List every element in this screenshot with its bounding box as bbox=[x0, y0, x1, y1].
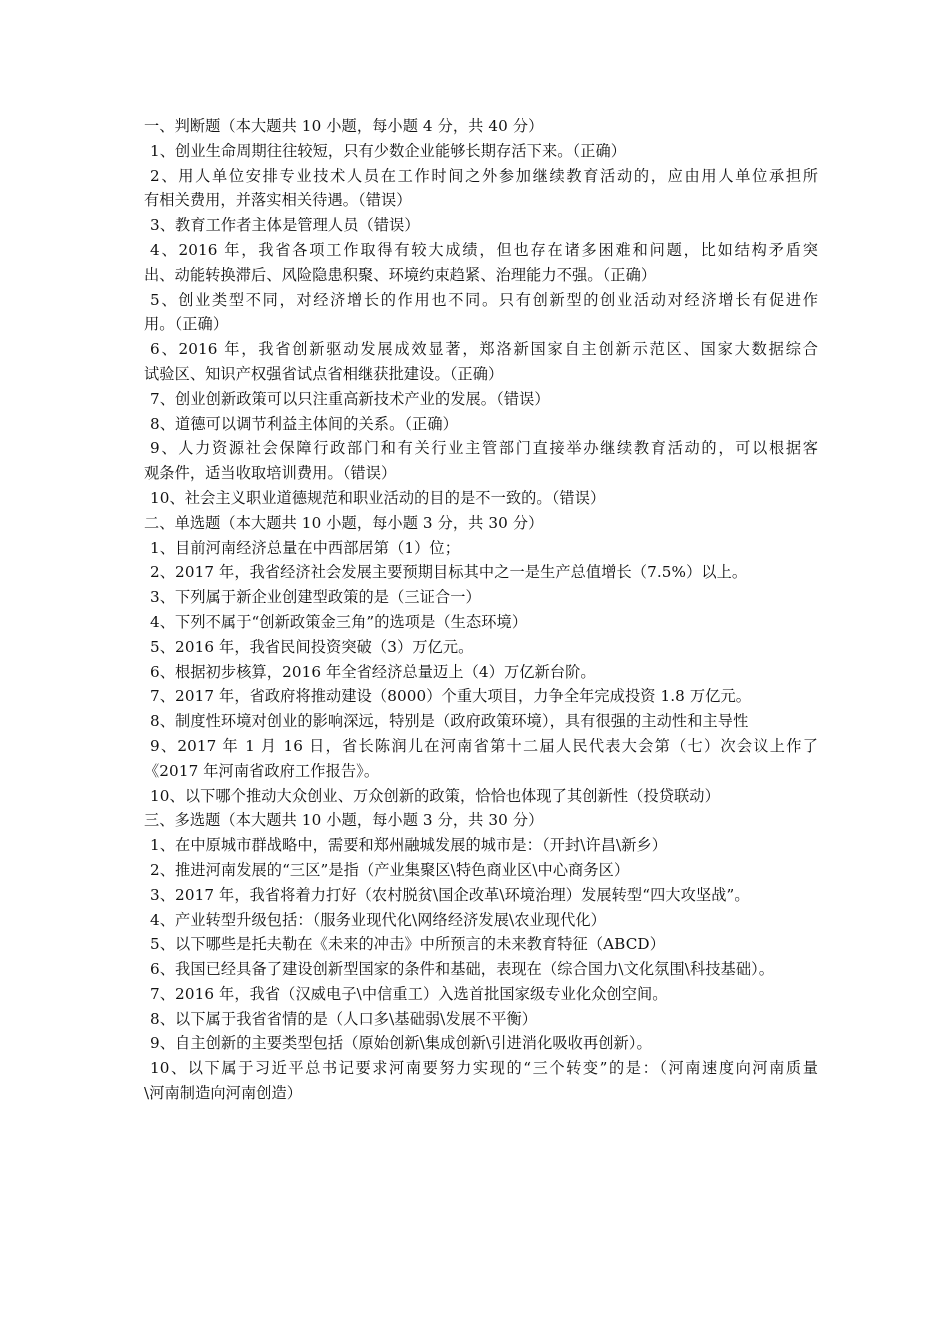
section-heading: 一、判断题（本大题共 10 小题，每小题 4 分，共 40 分） bbox=[144, 117, 544, 135]
question-item: 4、下列不属于“创新政策金三角”的选项是（生态环境） bbox=[150, 612, 528, 631]
question-item: 7、创业创新政策可以只注重高新技术产业的发展。（错误） bbox=[150, 389, 550, 408]
question-item: 1、创业生命周期往往较短，只有少数企业能够长期存活下来。（正确） bbox=[150, 141, 627, 160]
question-item-continuation: \河南制造向河南创造） bbox=[144, 1084, 303, 1103]
question-item: 2、2017 年，我省经济社会发展主要预期目标其中之一是生产总值增长（7.5%）以上。 bbox=[150, 563, 748, 582]
question-item: 10、社会主义职业道德规范和职业活动的目的是不一致的。（错误） bbox=[150, 488, 606, 507]
question-item-continuation: 试验区、知识产权强省试点省相继获批建设。（正确） bbox=[144, 364, 504, 383]
question-item-continuation: 观条件，适当收取培训费用。（错误） bbox=[144, 464, 397, 483]
question-item: 2、用人单位安排专业技术人员在工作时间之外参加继续教育活动的，应由用人单位承担所 bbox=[150, 166, 818, 185]
question-item: 1、目前河南经济总量在中西部居第（1）位； bbox=[150, 538, 460, 557]
question-item: 5、2016 年，我省民间投资突破（3）万亿元。 bbox=[150, 637, 474, 656]
question-item-continuation: 出、动能转换滞后、风险隐患积聚、环境约束趋紧、治理能力不强。（正确） bbox=[144, 265, 657, 284]
question-item: 9、2017 年 1 月 16 日，省长陈润儿在河南省第十二届人民代表大会第（七）次会议上作了 bbox=[150, 736, 818, 755]
section-heading: 二、单选题（本大题共 10 小题，每小题 3 分，共 30 分） bbox=[144, 513, 544, 532]
question-item: 3、下列属于新企业创建型政策的是（三证合一） bbox=[150, 588, 481, 607]
question-item-continuation: 有相关费用，并落实相关待遇。（错误） bbox=[144, 191, 412, 210]
question-item: 4、2016 年，我省各项工作取得有较大成绩，但也存在诸多困难和问题，比如结构矛盾突 bbox=[150, 240, 818, 259]
question-item: 9、自主创新的主要类型包括（原始创新\集成创新\引进消化吸收再创新）。 bbox=[150, 1034, 652, 1053]
question-item: 8、道德可以调节利益主体间的关系。（正确） bbox=[150, 414, 458, 433]
question-item-continuation: 用。（正确） bbox=[144, 315, 229, 334]
document-body bbox=[0, 114, 950, 1106]
question-item: 5、以下哪些是托夫勒在《未来的冲击》中所预言的未来教育特征（ABCD） bbox=[150, 935, 665, 954]
question-item: 9、人力资源社会保障行政部门和有关行业主管部门直接举办继续教育活动的，可以根据客 bbox=[150, 439, 818, 458]
question-item: 8、制度性环境对创业的影响深远，特别是（政府政策环境），具有很强的主动性和主导性 bbox=[150, 712, 749, 731]
question-item: 7、2017 年，省政府将推动建设（8000）个重大项目，力争全年完成投资 1.8 万亿元。 bbox=[150, 687, 752, 706]
question-item: 5、创业类型不同，对经济增长的作用也不同。只有创新型的创业活动对经济增长有促进作 bbox=[150, 290, 818, 309]
question-item: 7、2016 年，我省（汉威电子\中信重工）入选首批国家级专业化众创空间。 bbox=[150, 984, 668, 1003]
question-item: 2、推进河南发展的“三区”是指（产业集聚区\特色商业区\中心商务区） bbox=[150, 860, 630, 879]
question-item: 6、2016 年，我省创新驱动发展成效显著，郑洛新国家自主创新示范区、国家大数据综合 bbox=[150, 340, 818, 359]
question-item: 6、根据初步核算，2016 年全省经济总量迈上（4）万亿新台阶。 bbox=[150, 662, 596, 681]
question-item: 10、以下属于习近平总书记要求河南要努力实现的“三个转变”的是：（河南速度向河南质量 bbox=[150, 1059, 818, 1078]
question-item: 1、在中原城市群战略中，需要和郑州融城发展的城市是：（开封\许昌\新乡） bbox=[150, 836, 668, 855]
question-item: 3、教育工作者主体是管理人员（错误） bbox=[150, 216, 420, 235]
question-item: 6、我国已经具备了建设创新型国家的条件和基础，表现在（综合国力\文化氛围\科技基础）。 bbox=[150, 960, 775, 979]
question-item: 8、以下属于我省省情的是（人口多\基础弱\发展不平衡） bbox=[150, 1009, 538, 1028]
question-item: 10、以下哪个推动大众创业、万众创新的政策，恰恰也体现了其创新性（投贷联动） bbox=[150, 786, 720, 805]
question-item-continuation: 《2017 年河南省政府工作报告》。 bbox=[144, 761, 380, 780]
section-heading: 三、多选题（本大题共 10 小题，每小题 3 分，共 30 分） bbox=[144, 811, 544, 830]
question-item: 3、2017 年，我省将着力打好（农村脱贫\国企改革\环境治理）发展转型“四大攻坚战”。 bbox=[150, 885, 750, 904]
question-item: 4、产业转型升级包括：（服务业现代化\网络经济发展\农业现代化） bbox=[150, 910, 606, 929]
